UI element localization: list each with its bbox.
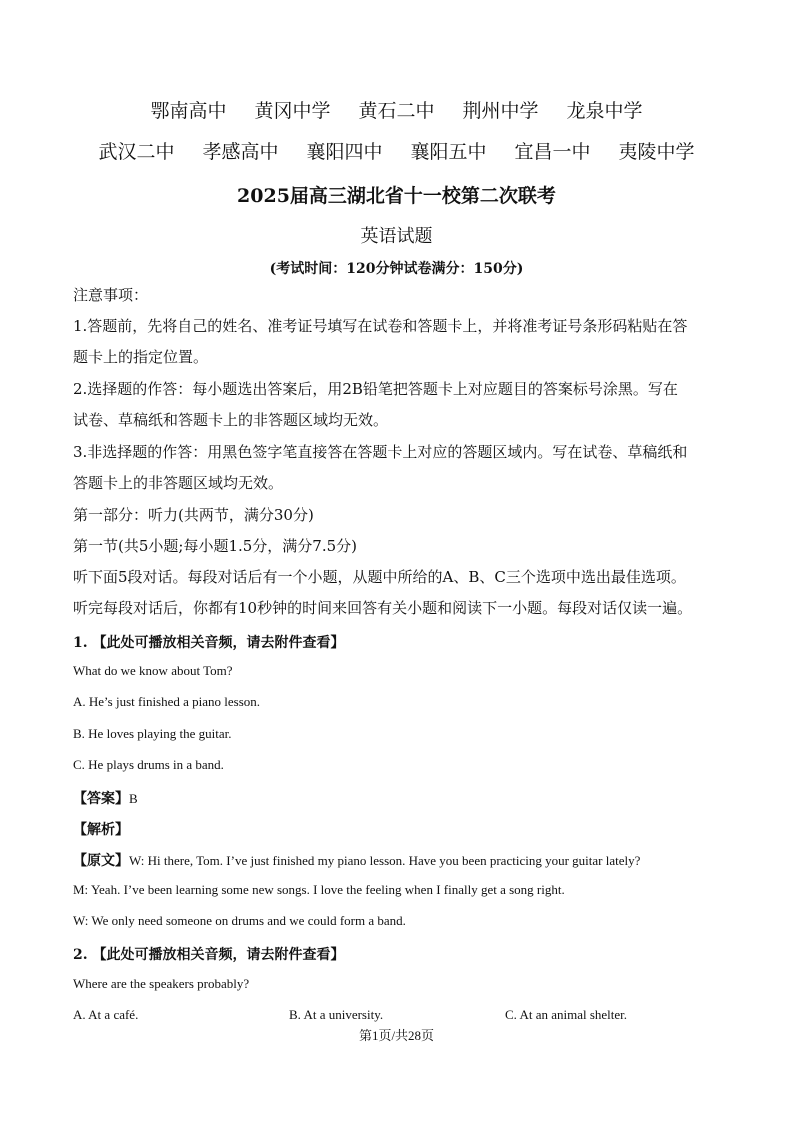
option-b: B. At a university. xyxy=(289,1007,384,1022)
option-b: B. He loves playing the guitar. xyxy=(73,726,232,741)
question-text: What do we know about Tom? xyxy=(73,663,233,678)
notice-item-1-line-1: 1.答题前，先将自己的姓名、准考证号填写在试卷和答题卡上，并将准考证号条形码粘贴在答 xyxy=(73,317,688,335)
answer-line xyxy=(73,788,753,808)
analysis-label: 【解析】 xyxy=(73,822,129,838)
school-name: 黄冈中学 xyxy=(254,100,331,122)
transcript-text: W: Hi there, Tom. I’ve just finished my piano lesson. Have you been practicing your guitar lately? xyxy=(129,853,641,868)
option-c: C. He plays drums in a band. xyxy=(73,757,224,772)
answer-value: B xyxy=(129,791,138,806)
school-name: 襄阳五中 xyxy=(410,141,487,163)
notice-heading: 注意事项： xyxy=(73,286,149,304)
part-heading: 第一部分：听力(共两节，满分30分) xyxy=(73,506,314,524)
exam-info: (考试时间：120分钟试卷满分：150分) xyxy=(269,261,524,277)
audio-placeholder[interactable]: 1. 【此处可播放相关音频，请去附件查看】 xyxy=(73,635,345,651)
school-name: 鄂南高中 xyxy=(150,100,227,122)
school-name: 宜昌一中 xyxy=(514,141,591,163)
answer-label: 【答案】 xyxy=(73,791,129,807)
transcript-line-2: M: Yeah. I’ve been learning some new songs. I love the feeling when I finally get a song right. xyxy=(73,882,565,897)
instructions-line-1: 听下面5段对话。每段对话后有一个小题，从题中所给的A、B、C三个选项中选出最佳选项。 xyxy=(73,568,686,586)
audio-placeholder[interactable]: 2. 【此处可播放相关音频，请去附件查看】 xyxy=(73,947,345,963)
section-heading: 第一节(共5小题;每小题1.5分，满分7.5分) xyxy=(73,537,358,555)
page-number: 第1页/共28页 xyxy=(358,1028,435,1043)
exam-title: 2025届高三湖北省十一校第二次联考 xyxy=(237,185,556,207)
schools-row-2 xyxy=(0,137,793,164)
schools-row-1 xyxy=(0,96,793,123)
school-name: 夷陵中学 xyxy=(618,141,695,163)
school-name: 武汉二中 xyxy=(98,141,175,163)
school-name: 黄石二中 xyxy=(358,100,435,122)
option-a: A. At a café. xyxy=(73,1007,139,1022)
notice-item-1-line-2: 题卡上的指定位置。 xyxy=(73,348,209,366)
school-name: 荆州中学 xyxy=(462,100,539,122)
instructions-line-2: 听完每段对话后，你都有10秒钟的时间来回答有关小题和阅读下一小题。每段对话仅读一遍。 xyxy=(73,599,693,617)
option-a: A. He’s just finished a piano lesson. xyxy=(73,694,261,709)
notice-item-2-line-1: 2.选择题的作答：每小题选出答案后，用2B铅笔把答题卡上对应题目的答案标号涂黑。写在 xyxy=(73,380,678,398)
school-name: 襄阳四中 xyxy=(306,141,383,163)
school-name: 孝感高中 xyxy=(202,141,279,163)
transcript-line-1 xyxy=(73,850,753,870)
question-text: Where are the speakers probably? xyxy=(73,976,250,991)
source-label: 【原文】 xyxy=(73,853,129,869)
analysis-line xyxy=(73,819,753,839)
transcript-line-3: W: We only need someone on drums and we could form a band. xyxy=(73,913,406,928)
school-name: 龙泉中学 xyxy=(566,100,643,122)
notice-item-2-line-2: 试卷、草稿纸和答题卡上的非答题区域均无效。 xyxy=(73,411,389,429)
subject-title: 英语试题 xyxy=(360,226,433,247)
notice-item-3-line-2: 答题卡上的非答题区域均无效。 xyxy=(73,474,284,492)
option-c: C. At an animal shelter. xyxy=(505,1007,628,1022)
notice-item-3-line-1: 3.非选择题的作答：用黑色签字笔直接答在答题卡上对应的答题区域内。写在试卷、草稿纸和 xyxy=(73,443,688,461)
